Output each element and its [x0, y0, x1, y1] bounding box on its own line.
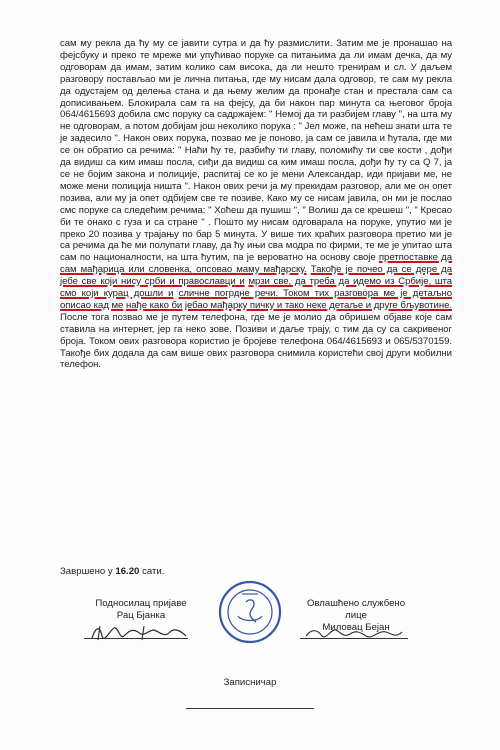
body-line-2: пронашао на фејсбуку и преко те мреже ми упућивао поруке са питањима [60, 38, 452, 61]
complainant-signature-block [86, 598, 196, 622]
body-line-32: користио је бројеве телефона 064/4615693 и 065/5370159. Такође бих [60, 335, 452, 359]
completion-time [60, 566, 164, 577]
completed-prefix: Завршено у [60, 566, 113, 577]
completed-time: 16.20 [115, 566, 140, 577]
official-signature-icon [300, 620, 408, 644]
official-seal-icon [216, 578, 284, 646]
body-line-21: минута. У више тих краћих разговора претио ми је са речима да ће ми [60, 228, 452, 252]
official-name: Миловац Бејан [322, 622, 390, 633]
complainant-signature-icon [86, 620, 192, 644]
body-line-16: Након ових речи ја му прекидам разговор, али ме он опет позива, али му [60, 180, 452, 204]
body-line-20: одговарала на поруке, упутио ми је преко 20 позива у трајању по бар 5 [60, 216, 452, 240]
body-line-18: смс поруке са следећим речима: " Хоћеш да пушиш ", " Волиш да се [60, 204, 365, 216]
body-line-6: делења стана и да њему желим да пронађе стан и престала сам са [136, 85, 452, 97]
body-line-34: мобилни телефон. [60, 347, 452, 371]
body-line-31: трају, с тим да су са сакривеног броја. Током ових разговора [60, 323, 452, 347]
body-line-22: полупати главу, да ћу ињи сва модра по фирми, те ме је упитао шта сам [60, 240, 452, 264]
body-line-19: крешеш ", " Кресао би те онако с гуза и са стране " . Пошто му нисам [60, 204, 452, 228]
body-line-33: додала да сам више ових разговора снимила користећи свој други [112, 347, 411, 359]
body-line-17: ја опет одбијем све те позиве. Како му се нисам јавила, он ми је послао [129, 192, 452, 204]
recorder-signature-line [186, 708, 314, 709]
body-line-1: сам му рекла да ћу му се јавити сутра и да ћу размислити. Затим ме је [60, 38, 390, 49]
complainant-name: Рац Бјанка [116, 610, 166, 621]
body-line-23: по националности, на шта ћутим, па је вероватно на основу своје [79, 252, 376, 264]
body-line-11: порука, позвао ме је поново, ја сам се јавила и ћутала, где ми се он [60, 133, 452, 157]
statement-body [60, 38, 452, 371]
body-line-9: разбијем главу ", на шта му не одговорам, а потом добијам још неколико [60, 109, 452, 133]
body-line-24-underlined: претпоставке да сам мађарица или словенка, опсовао маму мађарску. [60, 252, 452, 276]
body-line-29: После тога позвао ме је путем телефона, где ме је молио да обришем [60, 311, 381, 323]
complainant-title: Подносилац пријаве [95, 598, 187, 609]
body-line-7: дописивањем. Блокирала сам га на фејсу, да би након пар минута са [60, 97, 385, 109]
body-line-5: питања, где му нисам дала одговор, те сам му рекла да одустајем од [60, 73, 452, 97]
body-line-15: је мени Александар, иди пријави ме, не може мени полиција ништа ". [60, 168, 453, 192]
body-line-26-underlined: мрзи све, да треба да идемо из Србије, шта смо који курац дошли и [60, 276, 453, 300]
body-line-8: његовог броја 064/4615693 добила смс поруку са садржајем: " Немој да ти [60, 97, 452, 121]
body-line-30: објаве које сам ставила на интернет, јер га неко зове. Позиви и даље [60, 311, 452, 335]
body-line-13: кости , дођи да видиш са ким имаш посла, сиђи да видиш са ким имаш [60, 145, 452, 169]
body-line-14: посла, дођи ћу ту са Q 7, ја се не бојим закона и полиције, распитај се ко [60, 157, 453, 180]
body-line-28-underlined: нађе како би јебао мађарку пичку и тако неке детаље и друге бљувотине. [125, 299, 452, 311]
body-line-4: ли нешто тренирам и сл. У даљем разговору постављао ми је лична [60, 61, 452, 85]
body-line-12: обратио са речима: " Наћи ћу те, разбићу ти главу, поломићу ти све [87, 145, 395, 157]
body-line-27-underlined: сличне погрдне речи. Током тих разговора ме је детаљно описао кад ме [60, 288, 452, 311]
recorder-label: Записничар [223, 677, 277, 688]
official-title: Овлашћено службено лице [306, 598, 406, 621]
body-line-25-underlined: Такође је почео да се дере да јебе све који нису срби и православци и [60, 264, 452, 288]
recorder-block [170, 677, 330, 688]
statement-text [60, 38, 452, 371]
body-line-10: порука : " Јел може, па нећеш знати шта те је задесило ". Након ових [60, 121, 452, 145]
completed-suffix: сати. [142, 566, 165, 577]
body-line-3: да ли имам дечка, да му одговорам да имам, затим колико сам висока, да [60, 49, 452, 73]
